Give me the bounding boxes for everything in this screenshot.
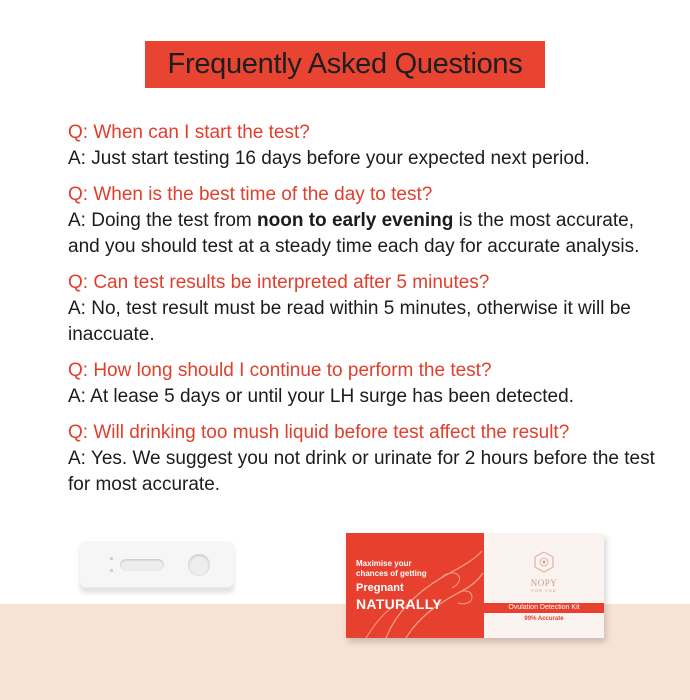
tagline-text [356,559,427,579]
hexagon-logo-icon [533,551,555,573]
strip-result-window [120,559,164,571]
product-box-image [346,533,604,638]
faq-item [68,358,668,410]
faq-answer [68,446,668,498]
faq-item [68,420,668,498]
faq-item [68,182,668,260]
faq-list [68,120,668,508]
tagline-line1: Maximise your [356,559,412,568]
faq-question: Q: How long should I continue to perform the test? [68,360,492,381]
faq-answer-text: A: Just start testing 16 days before your expected next period. [68,148,590,169]
faq-answer [68,296,668,348]
faq-item [68,120,668,172]
faq-answer-text: A: Doing the test from [68,210,258,231]
strip-sample-well [188,554,210,576]
faq-answer-text: A: Yes. We suggest you not drink or urinate for 2 hours before the test for most accurate. [68,448,655,495]
faq-answer-text: A: At lease 5 days or until your LH surge has been detected. [68,386,574,407]
faq-question: Q: When can I start the test? [68,122,310,143]
product-band-label: Ovulation Detection Kit [484,603,604,613]
strip-marker [110,569,113,572]
faq-answer [68,384,668,410]
faq-title: Frequently Asked Questions [145,41,545,88]
brand-name: NOPY [530,578,558,588]
test-strip-image [80,541,234,589]
tagline-pregnant: Pregnant [356,582,404,594]
faq-question: Q: Will drinking too mush liquid before test affect the result? [68,422,570,443]
faq-item [68,270,668,348]
accuracy-label: 99% Accurate [524,616,564,622]
strip-marker [110,557,113,560]
faq-question: Q: Can test results be interpreted after 5 minutes? [68,272,490,293]
faq-answer [68,146,668,172]
brand-logo [517,551,571,593]
box-front-panel [346,533,484,638]
brand-subtitle: FOR YOU [531,588,557,593]
faq-answer [68,208,668,260]
faq-question: Q: When is the best time of the day to test? [68,184,433,205]
faq-answer-text-continued: is the most accurate, and you should test at a steady time each day for accurate analysis. [68,210,640,257]
tagline-line2: chances of getting [356,569,427,578]
faq-answer-emphasis: noon to early evening [257,210,454,231]
tagline-naturally: NATURALLY [356,596,442,612]
faq-answer-text: A: No, test result must be read within 5 minutes, otherwise it will be inaccuate. [68,298,631,345]
